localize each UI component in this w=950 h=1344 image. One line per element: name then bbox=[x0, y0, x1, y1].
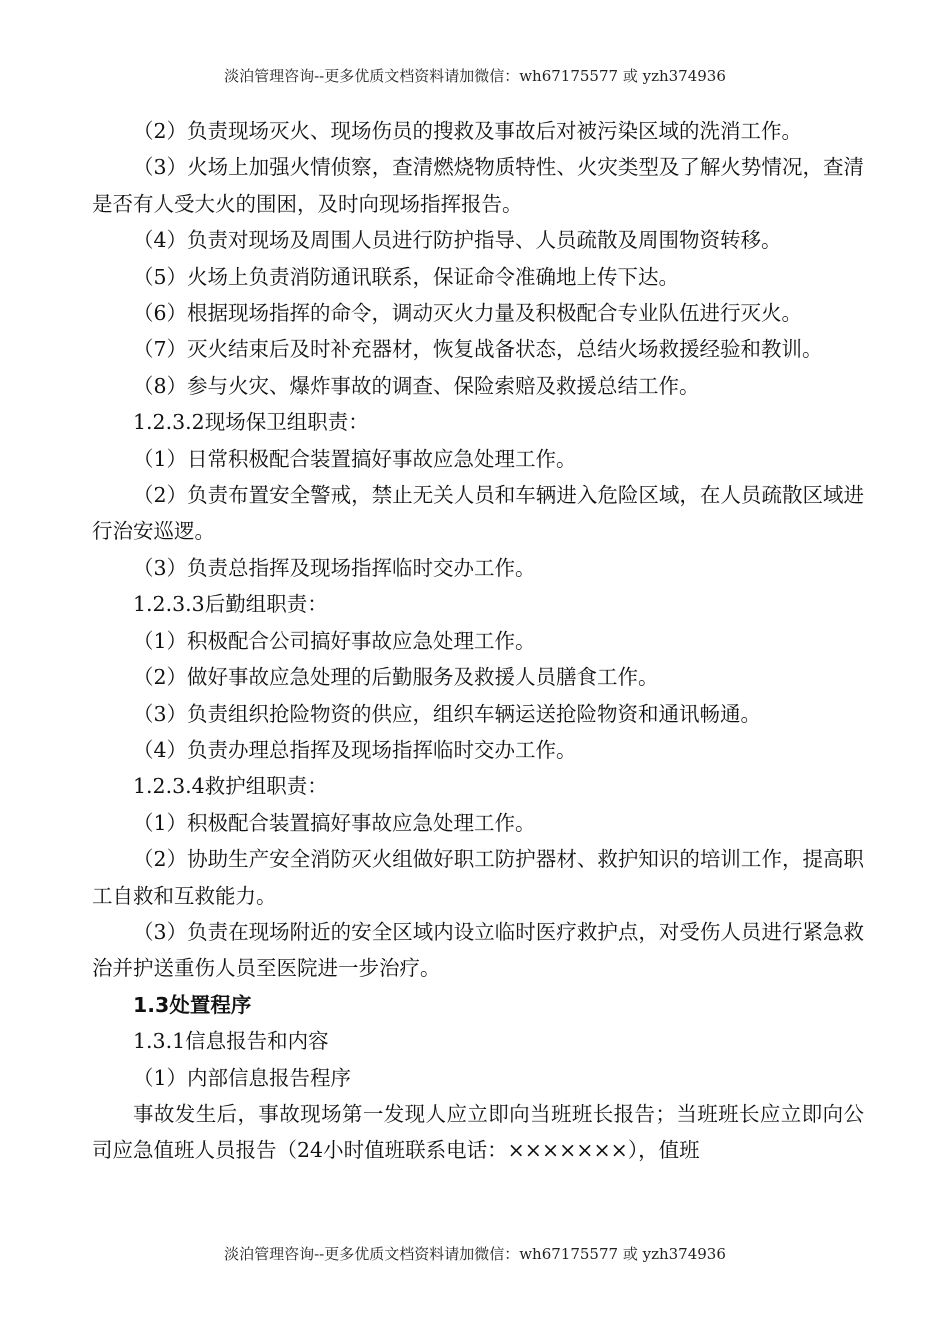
paragraph: （3）负责总指挥及现场指挥临时交办工作。 bbox=[133, 555, 536, 580]
paragraph: （2）做好事故应急处理的后勤服务及救援人员膳食工作。 bbox=[133, 665, 659, 690]
paragraph: （2）协助生产安全消防灭火组做好职工防护器材、救护知识的培训工作，提高职工自救和互救能力。 bbox=[92, 847, 864, 908]
paragraph: （1）内部信息报告程序 bbox=[133, 1065, 352, 1090]
paragraph: 事故发生后，事故现场第一发现人应立即向当班班长报告；当班班长应立即向公司应急值班人员报告（24小时值班联系电话：×××××××），值班 bbox=[92, 1101, 864, 1163]
subsection-title: 1.3.1信息报告和内容 bbox=[133, 1029, 329, 1054]
document-body bbox=[92, 113, 864, 1169]
paragraph: （8）参与火灾、爆炸事故的调查、保险索赔及救援总结工作。 bbox=[133, 373, 700, 398]
paragraph: （2）负责现场灭火、现场伤员的搜救及事故后对被污染区域的洗消工作。 bbox=[133, 119, 803, 143]
page-header: 淡泊管理咨询--更多优质文档资料请加微信：wh67175577 或 yzh374936 bbox=[224, 67, 726, 85]
paragraph: （1）积极配合装置搞好事故应急处理工作。 bbox=[133, 810, 536, 835]
subsection-title: 1.2.3.4救护组职责： bbox=[133, 774, 328, 799]
subsection-title: 1.2.3.3后勤组职责： bbox=[133, 592, 328, 617]
paragraph: （2）负责布置安全警戒，禁止无关人员和车辆进入危险区域，在人员疏散区域进行治安巡逻。 bbox=[92, 483, 864, 544]
paragraph: （6）根据现场指挥的命令，调动灭火力量及积极配合专业队伍进行灭火。 bbox=[133, 301, 803, 326]
page-footer: 淡泊管理咨询--更多优质文档资料请加微信：wh67175577 或 yzh374936 bbox=[224, 1245, 726, 1263]
paragraph: （4）负责办理总指挥及现场指挥临时交办工作。 bbox=[133, 737, 577, 762]
section-heading: 1.3处置程序 bbox=[133, 992, 252, 1017]
paragraph: （3）火场上加强火情侦察，查清燃烧物质特性、火灾类型及了解火势情况，查清是否有人受大火的围困，及时向现场指挥报告。 bbox=[92, 155, 864, 216]
paragraph: （4）负责对现场及周围人员进行防护指导、人员疏散及周围物资转移。 bbox=[133, 228, 782, 253]
paragraph: （5）火场上负责消防通讯联系，保证命令准确地上传下达。 bbox=[133, 264, 680, 289]
paragraph: （1）积极配合公司搞好事故应急处理工作。 bbox=[133, 628, 536, 653]
paragraph: （3）负责在现场附近的安全区域内设立临时医疗救护点，对受伤人员进行紧急救治并护送重伤人员至医院进一步治疗。 bbox=[92, 919, 864, 981]
subsection-title: 1.2.3.2现场保卫组职责： bbox=[133, 410, 369, 435]
paragraph: （7）灭火结束后及时补充器材，恢复战备状态，总结火场救援经验和教训。 bbox=[133, 337, 823, 362]
paragraph: （1）日常积极配合装置搞好事故应急处理工作。 bbox=[133, 446, 577, 471]
paragraph: （3）负责组织抢险物资的供应，组织车辆运送抢险物资和通讯畅通。 bbox=[133, 701, 762, 726]
